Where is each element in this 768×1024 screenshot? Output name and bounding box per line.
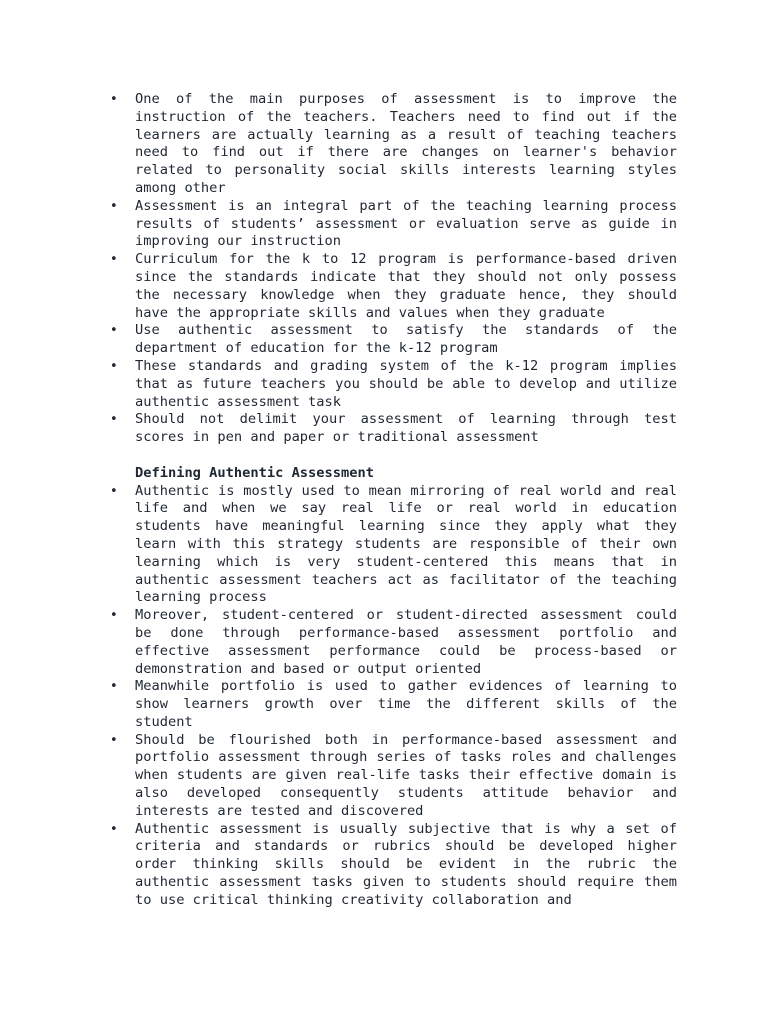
authentic-assessment-bullet-list [108,483,677,910]
list-item [108,732,677,821]
list-item-text: Should be flourished both in performance-based assessment and portfolio assessment through series of tasks roles and challenges when students are given real-life tasks their effective domain is also developed consequently students attitude behavior and interests are tested and discovered [135,731,677,819]
list-item [108,322,677,358]
bullet-icon: • [110,679,118,695]
list-item-text: Authentic assessment is usually subjective that is why a set of criteria and standards or rubrics should be developed higher order thinking skills should be evident in the rubric the authentic assessment tasks given to students should require them to use critical thinking creativity collaboration and [135,820,677,908]
document-body [108,91,677,910]
bullet-icon: • [110,92,118,107]
bullet-icon: • [110,483,118,499]
list-item [108,607,677,678]
list-item-text: Assessment is an integral part of the teaching learning process results of students’ assessment or evaluation serve as guide in improving our instruction [135,197,677,250]
list-item-text: Moreover, student-centered or student-directed assessment could be done through performance-based assessment portfolio and effective assessment performance could be process-based or demonstration and based or output oriented [135,607,677,677]
list-item [108,198,677,251]
bullet-icon: • [110,252,118,268]
bullet-icon: • [110,608,118,624]
bullet-icon: • [110,323,118,339]
list-item [108,483,677,608]
bullet-icon: • [110,821,118,837]
list-item-text: These standards and grading system of the k-12 program implies that as future teachers you should be able to develop and utilize authentic assessment task [135,357,677,410]
list-item-text: Meanwhile portfolio is used to gather evidences of learning to show learners growth over time the different skills of the student [135,678,677,730]
list-item [108,411,677,447]
list-item [108,251,677,322]
bullet-icon: • [110,198,118,214]
section-heading: Defining Authentic Assessment [135,464,374,481]
purposes-bullet-list [108,91,677,447]
list-item-text: Authentic is mostly used to mean mirroring of real world and real life and when we say real life or real world in education students have meaningful learning since they apply what they learn with this strategy students are responsible of their own learning which is very student-centered this means that in authentic assessment teachers act as facilitator of the teaching learning process [135,482,677,606]
list-item [108,678,677,731]
list-item-text: Should not delimit your assessment of learning through test scores in pen and paper or traditional assessment [135,411,677,446]
list-item [108,358,677,411]
list-item-text: Use authentic assessment to satisfy the standards of the department of education for the k-12 program [135,322,677,357]
list-item-text: One of the main purposes of assessment is to improve the instruction of the teachers. Teachers need to find out if the learners are actually learning as a result of teaching teachers need to find out if there are changes on learner's behavior related to personality social skills interests learning styles among other [135,91,677,196]
bullet-icon: • [110,732,118,748]
list-item [108,91,677,198]
list-item-text: Curriculum for the k to 12 program is performance-based driven since the standards indicate that they should not only possess the necessary knowledge when they graduate hence, they should have the appropriate skills and values when they graduate [135,251,677,321]
list-item [108,821,677,910]
bullet-icon: • [110,412,118,428]
bullet-icon: • [110,358,118,374]
